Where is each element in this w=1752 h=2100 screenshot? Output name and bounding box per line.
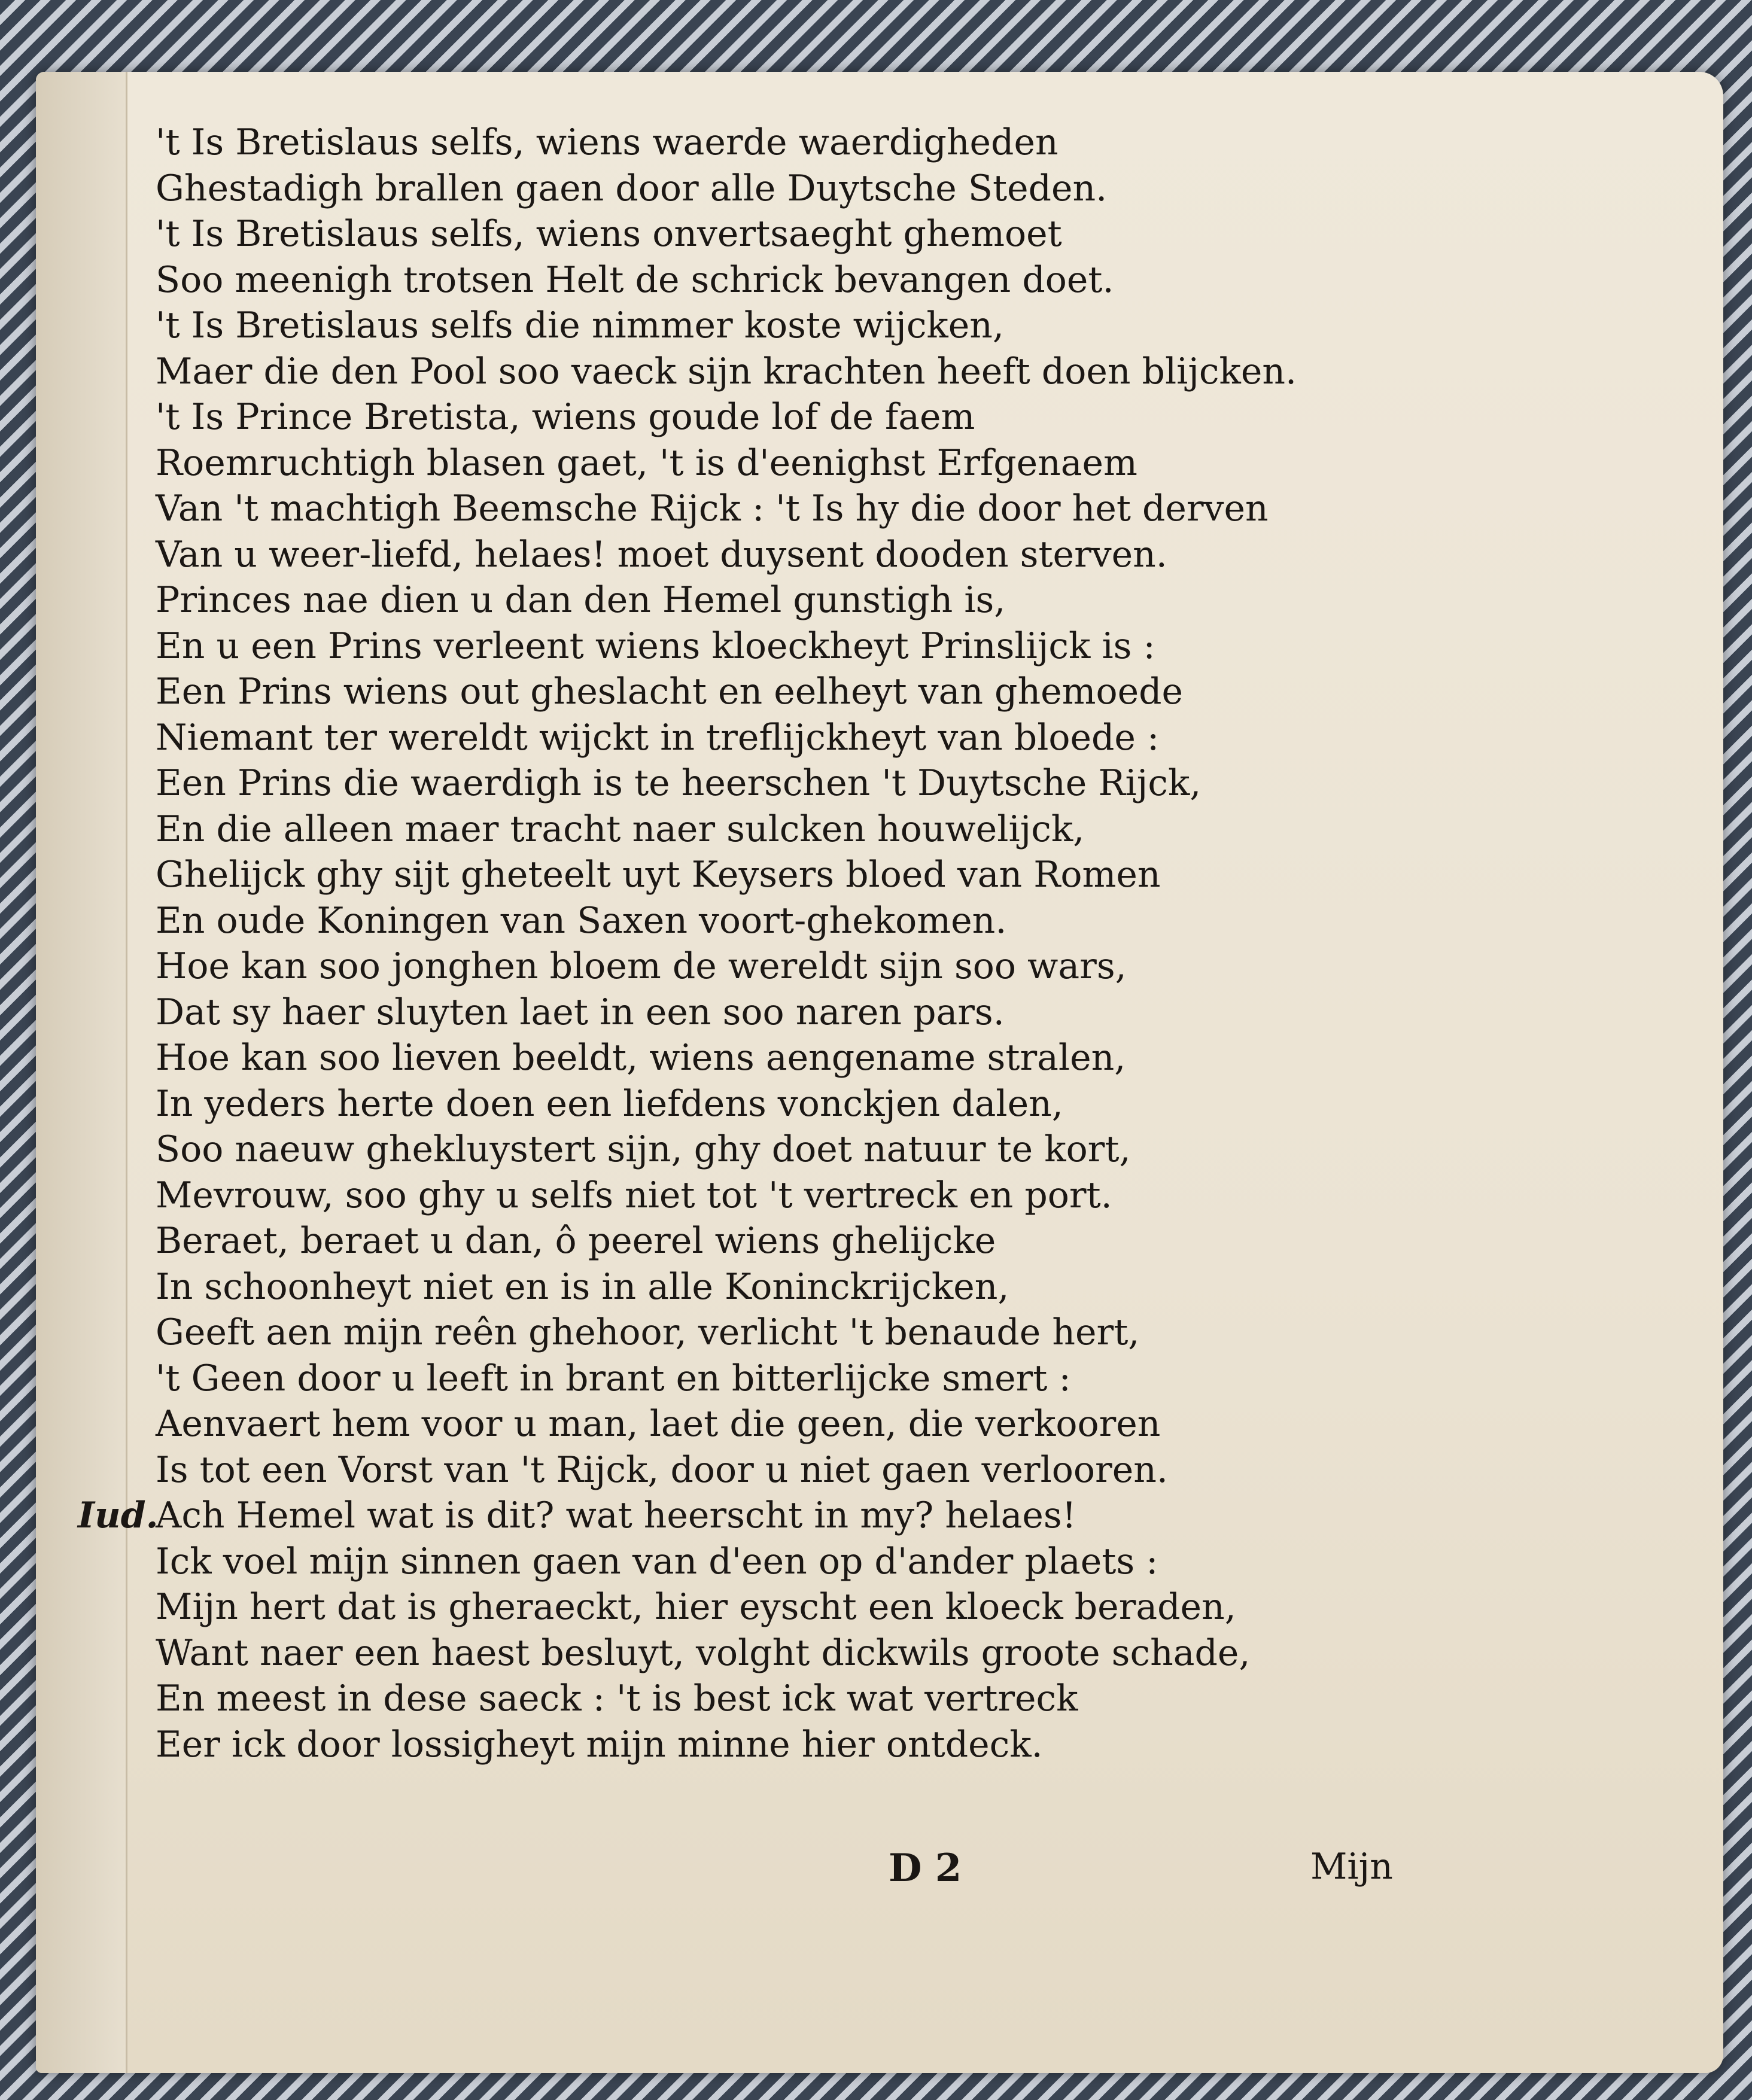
speaker-label: Iud.	[78, 1495, 159, 1536]
verse-line	[78, 1493, 1544, 1539]
verse-line	[156, 1630, 1544, 1676]
verse-line	[156, 1173, 1544, 1219]
verse-line	[156, 715, 1544, 761]
signature-mark: D 2	[889, 1846, 962, 1891]
verse-text: In schoonheyt niet en is in alle Koninckrijcken,	[156, 1265, 1009, 1308]
verse-text: Is tot een Vorst van 't Rijck, door u niet gaen verlooren.	[156, 1448, 1168, 1491]
verse-line	[156, 760, 1544, 806]
verse-text: En die alleen maer tracht naer sulcken houwelijck,	[156, 808, 1085, 850]
verse-text: 't Is Prince Bretista, wiens goude lof de faem	[156, 396, 975, 438]
verse-line	[156, 1218, 1544, 1264]
verse-text: Princes nae dien u dan den Hemel gunstigh is,	[156, 579, 1006, 621]
verse-line	[156, 1310, 1544, 1356]
verse-line	[156, 120, 1544, 166]
previous-page-edge	[36, 72, 127, 2073]
catchword: Mijn	[1310, 1846, 1393, 1888]
verse-text: Van 't machtigh Beemsche Rijck : 't Is hy die door het derven	[156, 488, 1269, 529]
verse-text: Aenvaert hem voor u man, laet die geen, die verkooren	[156, 1403, 1161, 1445]
verse-line	[156, 440, 1544, 486]
verse-text: Ghelijck ghy sijt gheteelt uyt Keysers bloed van Romen	[156, 854, 1161, 896]
verse-line	[156, 1264, 1544, 1310]
verse-line	[156, 1539, 1544, 1585]
verse-line	[156, 1035, 1544, 1081]
verse-text: 't Is Bretislaus selfs, wiens onvertsaeght ghemoet	[156, 213, 1062, 255]
verse-line	[156, 349, 1544, 395]
verse-line	[156, 1584, 1544, 1630]
verse-line	[156, 486, 1544, 532]
verse-text: Mijn hert dat is gheraeckt, hier eyscht een kloeck beraden,	[156, 1586, 1236, 1628]
verse-line	[156, 990, 1544, 1036]
verse-line	[156, 1356, 1544, 1402]
verse-block	[78, 120, 1544, 1767]
verse-line	[156, 1676, 1544, 1722]
verse-line	[156, 1401, 1544, 1447]
verse-text: 't Is Bretislaus selfs, wiens waerde waerdigheden	[156, 121, 1058, 163]
verse-text: Want naer een haest besluyt, volght dickwils groote schade,	[156, 1632, 1251, 1674]
verse-text: 't Is Bretislaus selfs die nimmer koste wijcken,	[156, 305, 1004, 346]
verse-line	[156, 806, 1544, 853]
verse-text: Eer ick door lossigheyt mijn minne hier ontdeck.	[156, 1723, 1043, 1766]
verse-text: Ick voel mijn sinnen gaen van d'een op d'ander plaets :	[156, 1540, 1158, 1582]
verse-line	[156, 898, 1544, 944]
book-page	[36, 72, 1723, 2073]
verse-line	[156, 1447, 1544, 1493]
verse-text: Soo naeuw ghekluystert sijn, ghy doet natuur te kort,	[156, 1128, 1131, 1170]
verse-line	[156, 394, 1544, 440]
verse-line	[156, 166, 1544, 212]
verse-text: Niemant ter wereldt wijckt in treflijckheyt van bloede :	[156, 716, 1160, 759]
verse-text: Van u weer-liefd, helaes! moet duysent dooden sterven.	[156, 533, 1167, 576]
verse-text: Dat sy haer sluyten laet in een soo naren pars.	[156, 991, 1005, 1033]
verse-text: 't Geen door u leeft in brant en bitterlijcke smert :	[156, 1357, 1071, 1399]
verse-line	[156, 1081, 1544, 1127]
verse-text: Maer die den Pool soo vaeck sijn krachten heeft doen blijcken.	[156, 350, 1297, 392]
verse-text: In yeders herte doen een liefdens vonckjen dalen,	[156, 1082, 1063, 1125]
verse-text: Ach Hemel wat is dit? wat heerscht in my? helaes!	[156, 1495, 1076, 1536]
verse-text: Een Prins die waerdigh is te heerschen 't Duytsche Rijck,	[156, 762, 1202, 804]
verse-line	[156, 623, 1544, 669]
verse-line	[156, 577, 1544, 623]
verse-line	[156, 669, 1544, 715]
page-footer	[36, 1846, 1616, 1900]
verse-text: Een Prins wiens out gheslacht en eelheyt van ghemoede	[156, 671, 1184, 713]
verse-text: Soo meenigh trotsen Helt de schrick bevangen doet.	[156, 258, 1114, 301]
verse-line	[156, 532, 1544, 578]
verse-text: Mevrouw, soo ghy u selfs niet tot 't vertreck en port.	[156, 1174, 1112, 1216]
verse-line	[156, 257, 1544, 303]
verse-text: En oude Koningen van Saxen voort-ghekomen.	[156, 899, 1007, 942]
verse-line	[156, 1722, 1544, 1768]
verse-text: Geeft aen mijn reên ghehoor, verlicht 't benaude hert,	[156, 1311, 1140, 1353]
verse-line	[156, 852, 1544, 898]
verse-text: Hoe kan soo jonghen bloem de wereldt sijn soo wars,	[156, 945, 1127, 987]
verse-text: Roemruchtigh blasen gaet, 't is d'eenighst Erfgenaem	[156, 442, 1137, 484]
verse-line	[156, 944, 1544, 990]
verse-text: Ghestadigh brallen gaen door alle Duytsche Steden.	[156, 167, 1108, 209]
verse-line	[156, 303, 1544, 349]
verse-text: Hoe kan soo lieven beeldt, wiens aengename stralen,	[156, 1037, 1126, 1079]
verse-line	[156, 211, 1544, 257]
verse-line	[156, 1127, 1544, 1173]
verse-text: En meest in dese saeck : 't is best ick wat vertreck	[156, 1678, 1078, 1719]
verse-text: Beraet, beraet u dan, ô peerel wiens ghelijcke	[156, 1220, 996, 1262]
verse-text: En u een Prins verleent wiens kloeckheyt Prinslijck is :	[156, 625, 1155, 667]
